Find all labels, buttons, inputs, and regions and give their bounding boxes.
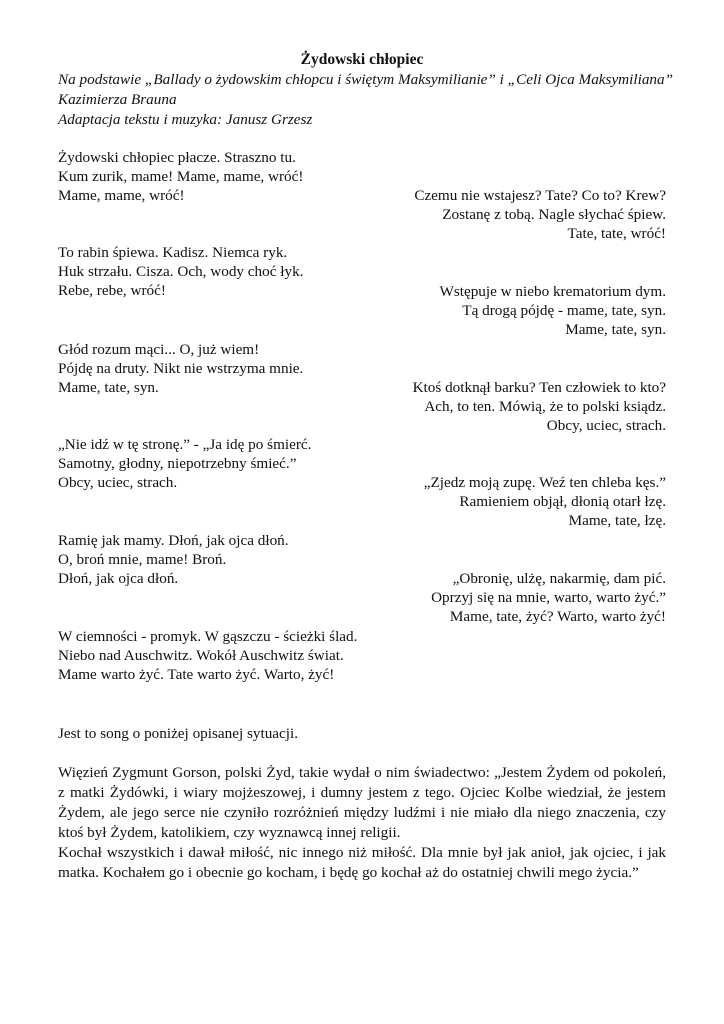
subtitle-line: Kazimierza Brauna bbox=[58, 91, 177, 108]
verse-line: Ktoś dotknął barku? Ten człowiek to kto? bbox=[412, 379, 666, 396]
verse-line: „Obronię, ulżę, nakarmię, dam pić. bbox=[452, 570, 666, 587]
verse-line: Ramieniem objął, dłonią otarł łzę. bbox=[459, 493, 666, 510]
verse-line: To rabin śpiewa. Kadisz. Niemca ryk. bbox=[58, 244, 288, 261]
verse-line: Tate, tate, wróć! bbox=[567, 225, 666, 242]
subtitle-line: Adaptacja tekstu i muzyka: Janusz Grzesz bbox=[58, 111, 313, 128]
verse-line: Żydowski chłopiec płacze. Straszno tu. bbox=[58, 149, 296, 166]
verse-line: Ramię jak mamy. Dłoń, jak ojca dłoń. bbox=[58, 532, 289, 549]
left-stanza-5 bbox=[58, 531, 289, 588]
verse-line: Dłoń, jak ojca dłoń. bbox=[58, 570, 179, 587]
verse-line: Wstępuje w niebo krematorium dym. bbox=[439, 283, 666, 300]
verse-line: „Nie idź w tę stronę.” - „Ja idę po śmierć. bbox=[58, 436, 312, 453]
verse-line: Mame warto żyć. Tate warto żyć. Warto, żyć! bbox=[58, 666, 335, 683]
subtitle-line: Na podstawie „Ballady o żydowskim chłopcu i świętym Maksymilianie” i „Celi Ojca Maksymiliana” bbox=[58, 71, 674, 88]
intro-paragraph bbox=[58, 724, 666, 744]
right-stanza-5 bbox=[431, 569, 666, 626]
left-stanza-1 bbox=[58, 148, 303, 205]
verse-line: Obcy, uciec, strach. bbox=[58, 474, 178, 491]
left-stanza-3 bbox=[58, 340, 303, 397]
verse-line: O, broń mnie, mame! Broń. bbox=[58, 551, 227, 568]
verse-line: Ach, to ten. Mówią, że to polski ksiądz. bbox=[424, 398, 666, 415]
verse-line: Głód rozum mąci... O, już wiem! bbox=[58, 341, 260, 358]
verse-line: Huk strzału. Cisza. Och, wody choć łyk. bbox=[58, 263, 304, 280]
verse-line: Tą drogą pójdę - mame, tate, syn. bbox=[462, 302, 666, 319]
left-stanza-2 bbox=[58, 243, 303, 300]
intro-text: Jest to song o poniżej opisanej sytuacji. bbox=[58, 725, 299, 742]
verse-line: Mame, tate, żyć? Warto, warto żyć! bbox=[449, 608, 666, 625]
verse-line: Pójdę na druty. Nikt nie wstrzyma mnie. bbox=[58, 360, 304, 377]
testimony bbox=[58, 763, 666, 883]
verse-line: Czemu nie wstajesz? Tate? Co to? Krew? bbox=[414, 187, 666, 204]
left-stanza-4 bbox=[58, 435, 311, 492]
verse-line: Obcy, uciec, strach. bbox=[546, 417, 666, 434]
verse-line: Rebe, rebe, wróć! bbox=[58, 282, 166, 299]
testimony-paragraph: Więzień Zygmunt Gorson, polski Żyd, takie wydał o nim świadectwo: „Jestem Żydem od pokoleń, z matki Żydówki, i wiary mojżeszowej, i dumny jestem z tego. Ojciec Kolbe wiedział, że jestem Żydem, ale jego serce nie czyniło rozróżnień między ludźmi i nie miało dla niego znaczenia, czy ktoś był Żydem, katolikiem, czy wyznawcą innej religii. bbox=[58, 764, 666, 841]
verse-line: Mame, mame, wróć! bbox=[58, 187, 185, 204]
left-stanza-6 bbox=[58, 627, 357, 684]
verse-line: Kum zurik, mame! Mame, mame, wróć! bbox=[58, 168, 304, 185]
verse-line: Mame, tate, syn. bbox=[565, 321, 666, 338]
subtitle bbox=[58, 70, 678, 130]
testimony-paragraph: Kochał wszystkich i dawał miłość, nic innego niż miłość. Dla mnie był jak anioł, jak ojciec, i jak matka. Kochałem go i obecnie go kocham, i będę go kochał aż do ostatniej chwili mego życia.” bbox=[58, 844, 666, 881]
verse-line: Niebo nad Auschwitz. Wokół Auschwitz świat. bbox=[58, 647, 344, 664]
verse-line: Samotny, głodny, niepotrzebny śmieć.” bbox=[58, 455, 297, 472]
verse-line: Mame, tate, syn. bbox=[58, 379, 159, 396]
verse-line: W ciemności - promyk. W gąszczu - ścieżki ślad. bbox=[58, 628, 358, 645]
right-stanza-1 bbox=[414, 186, 666, 243]
verse-line: „Zjedz moją zupę. Weź ten chleba kęs.” bbox=[423, 474, 666, 491]
verse-line: Mame, tate, łzę. bbox=[568, 512, 666, 529]
page-title: Żydowski chłopiec bbox=[300, 51, 424, 68]
verse-line: Oprzyj się na mnie, warto, warto żyć.” bbox=[431, 589, 666, 606]
right-stanza-4 bbox=[424, 473, 666, 530]
right-stanza-2 bbox=[440, 282, 667, 339]
verse-line: Zostanę z tobą. Nagle słychać śpiew. bbox=[442, 206, 666, 223]
right-stanza-3 bbox=[413, 378, 666, 435]
